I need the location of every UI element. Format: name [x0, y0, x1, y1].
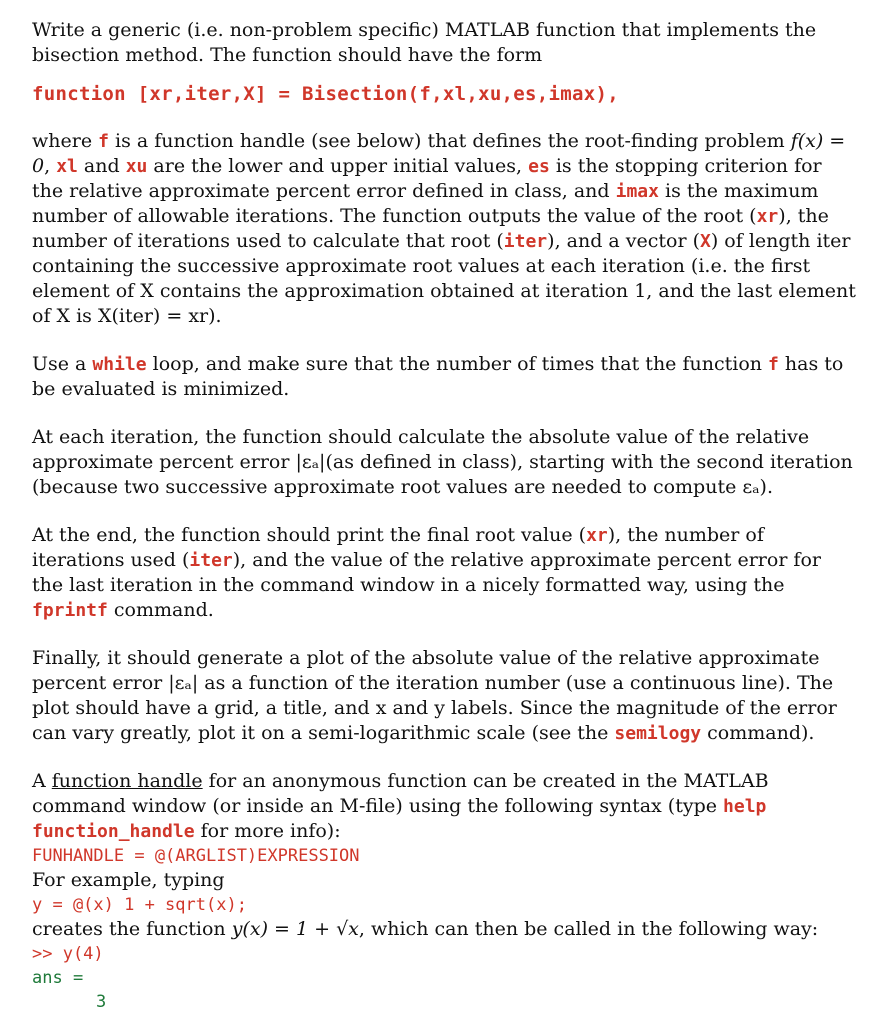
parameters-paragraph — [32, 129, 858, 329]
code-f: f — [98, 131, 109, 152]
code-iter: iter — [189, 550, 233, 571]
code-xr: xr — [756, 206, 779, 227]
ans-value: 3 — [96, 992, 107, 1012]
text: are the lower and upper initial values, — [147, 155, 529, 177]
code-xl: xl — [56, 156, 78, 177]
code-xu: xu — [125, 156, 148, 177]
text: Finally, it should generate a plot of the absolute value of the relative approximate percent error |εₐ| as a function of the iteration number (use a continuous line). The plot should have a grid, a title, and x and y labels. Since the magnitude of the error can vary greatly, plot it on a semi-logarithmic scale (see the — [32, 647, 837, 744]
code-fprintf: fprintf — [32, 600, 108, 621]
code-es: es — [528, 156, 550, 177]
code-imax: imax — [615, 181, 659, 202]
intro-text: Write a generic (i.e. non-problem specific) MATLAB function that implements the bisection method. The function should have the form — [32, 19, 817, 66]
while-loop-paragraph — [32, 352, 858, 402]
code-while: while — [92, 354, 147, 375]
code-help: help function_handle — [32, 796, 767, 842]
error-paragraph — [32, 425, 858, 500]
text: command). — [701, 722, 815, 744]
text: loop, and make sure that the number of times that the function — [146, 353, 769, 375]
output-paragraph — [32, 523, 858, 623]
text: for more info): — [194, 820, 341, 842]
text: creates the function — [32, 918, 232, 940]
function-handle-paragraph — [32, 769, 858, 844]
text: At the end, the function should print the final root value ( — [32, 524, 587, 546]
text: has to be evaluated is minimized. — [32, 353, 844, 400]
example-label: For example, typing — [32, 869, 225, 891]
code-X: X — [700, 231, 711, 252]
function-signature: function [xr,iter,X] = Bisection(f,xl,xu,es,imax), — [32, 83, 619, 105]
syntax-code: FUNHANDLE = @(ARGLIST)EXPRESSION — [32, 846, 360, 866]
example-code-text: y = @(x) 1 + sqrt(x); — [32, 895, 247, 915]
creates-paragraph — [32, 917, 858, 942]
code-semilogy: semilogy — [614, 723, 702, 744]
call-code — [32, 942, 858, 966]
text: A — [32, 770, 52, 792]
code-xr: xr — [586, 525, 608, 546]
call-code-text: >> y(4) — [32, 944, 104, 964]
code-f: f — [768, 354, 779, 375]
text: is a function handle (see below) that defines the root-finding problem — [108, 130, 791, 152]
text: ), and the value of the relative approximate percent error for the last iteration in the command window in a nicely formatted way, using the — [32, 549, 821, 596]
function-equation: y(x) = 1 + √x — [231, 918, 359, 940]
code-iter: iter — [503, 231, 548, 252]
text: At each iteration, the function should calculate the absolute value of the relative approximate percent error |εₐ|(as defined in class), starting with the second iteration (because two successive approximate root values are needed to compute εₐ). — [32, 426, 853, 498]
ans-label: ans = — [32, 968, 84, 988]
example-code — [32, 893, 858, 917]
text: is the maximum number of allowable iterations. The function outputs the value of the root ( — [32, 180, 819, 227]
text: where — [32, 130, 99, 152]
text: command. — [107, 599, 214, 621]
text: is the stopping criterion for the relative approximate percent error defined in class, and — [32, 155, 822, 202]
plot-paragraph — [32, 646, 858, 746]
text: and — [77, 155, 126, 177]
text: for an anonymous function can be created in the MATLAB command window (or inside an M-file) using the following syntax (type — [32, 770, 769, 817]
text: , which can then be called in the following way: — [358, 918, 819, 940]
text: ), the number of iterations used ( — [32, 524, 764, 571]
document-page — [32, 18, 858, 1014]
text: ), the number of iterations used to calculate that root ( — [32, 205, 829, 252]
text: ) of length iter containing the successive approximate root values at each iteration (i.e. the first element of X contains the approximation obtained at iteration 1, and the last element of X is X(iter) = xr). — [32, 230, 856, 327]
intro-paragraph — [32, 18, 858, 68]
text: ), and a vector ( — [547, 230, 701, 252]
text: Use a — [32, 353, 93, 375]
root-equation: f(x) = 0 — [32, 130, 846, 177]
text: , — [44, 155, 57, 177]
function-handle-link[interactable]: function handle — [51, 770, 203, 792]
